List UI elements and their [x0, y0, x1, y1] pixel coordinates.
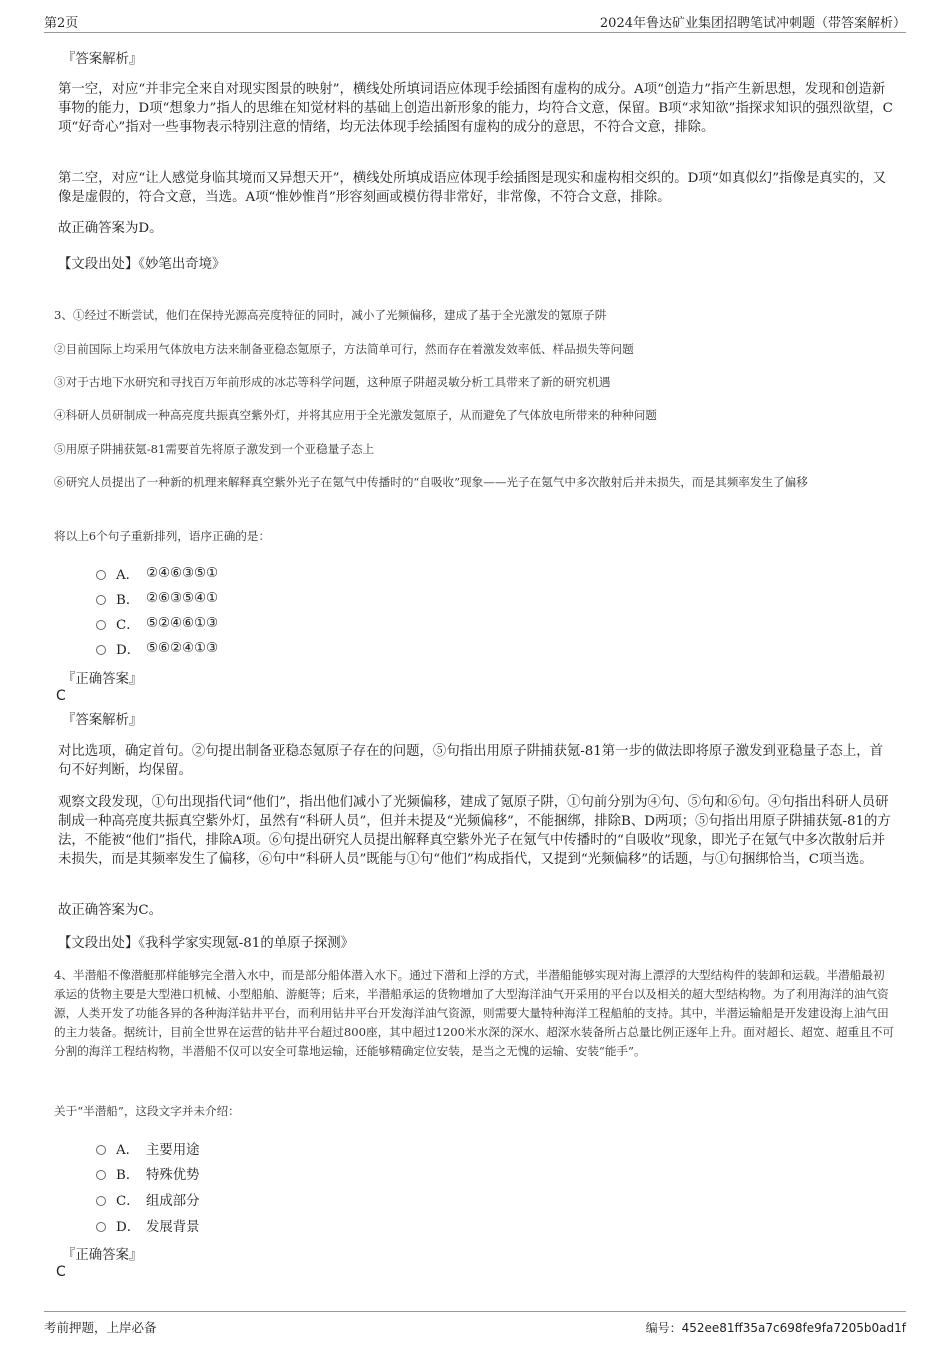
q3-analysis-para2: 观察文段发现，①句出现指代词“他们”，指出他们减小了光频偏移，建成了氪原子阱，①句前分别为④句、⑤句和⑥句。④句指出科研人员研制成一种高亮度共振真空紫外灯，虽然有“科研人员”，但并未提及“光频偏移”，不能捆绑，排除B、D两项；⑤句指出用原子阱捕获氪-81的方法，不能被“他们”指代，排除A项。⑥句提出研究人员提出解释真空紫外光子在氪气中传播时的“自吸收”现象，即光子在氪气中多次散射后并未损失，而是其频率发生了偏移，⑥句中“科研人员”既能与①句“他们”构成指代，又提到“光频偏移”的话题，与①句捆绑恰当，C项当选。 [58, 795, 891, 867]
q3-source: 【文段出处】《我科学家实现氪-81的单原子探测》 [58, 936, 355, 951]
q3-sentence-3: ③对于古地下水研究和寻找百万年前形成的冰芯等科学问题，这种原子阱超灵敏分析工具带来了新的研究机遇 [54, 375, 611, 389]
radio-icon[interactable] [96, 595, 106, 605]
q4-option-d[interactable]: D． 发展背景 [96, 1215, 200, 1235]
radio-icon[interactable] [96, 570, 106, 580]
q4-answer-label: 『正确答案』 [62, 1248, 143, 1263]
q3-prompt: 将以上6个句子重新排列，语序正确的是： [54, 529, 271, 543]
q3-analysis-label: 『答案解析』 [62, 713, 143, 728]
q3-option-b[interactable]: B． ②⑥③⑤④① [96, 588, 218, 608]
document-title: 2024年鲁达矿业集团招聘笔试冲刺题（带答案解析） [599, 15, 906, 31]
q2-conclusion: 故正确答案为D。 [58, 221, 163, 236]
q2-analysis-para1: 第一空，对应“并非完全来自对现实图景的映射”，横线处所填词语应体现手绘插图有虚构的成分。A项“创造力”指产生新思想，发现和创造新事物的能力，D项“想象力”指人的思维在知觉材料的基础上创造出新形象的能力，均符合文意，保留。B项“求知欲”指探求知识的强烈欲望，C项“好奇心”指对一些事物表示特别注意的情绪，均无法体现手绘插图有虚构的成分的意思，不符合文意，排除。 [58, 82, 893, 135]
radio-icon[interactable] [96, 1170, 106, 1180]
q2-analysis-para2: 第二空，对应“让人感觉身临其境而又异想天开”，横线处所填成语应体现手绘插图是现实和虚构相交织的。D项“如真似幻”指像是真实的，又像是虚假的，符合文意，当选。A项“惟妙惟肖”形容刻画或模仿得非常好，非常像，不符合文意，排除。 [58, 171, 887, 205]
radio-icon[interactable] [96, 620, 106, 630]
q4-answer: C [56, 1264, 66, 1280]
q4-option-a[interactable]: A． 主要用途 [96, 1138, 200, 1158]
q2-source: 【文段出处】《妙笔出奇境》 [58, 257, 226, 272]
q4-passage: 4、半潜船不像潜艇那样能够完全潜入水中，而是部分船体潜入水下。通过下潜和上浮的方式，半潜船能够实现对海上漂浮的大型结构件的装卸和运载。半潜船最初承运的货物主要是大型港口机械、小型船舶、游艇等；后来，半潜船承运的货物增加了大型海洋油气开采用的平台以及相关的超大型结构物。为了利用海洋的油气资源，人类开发了功能各异的各种海洋钻井平台，而利用钻井平台开发海洋油气资源，则需要大量特种海洋工程船舶的支持。其中，半潜运输船是开发建设海上油气田的主力装备。据统计，目前全世界在运营的钻井平台超过800座，其中超过1200米水深的深水、超深水装备所占总量比例正逐年上升。面对超长、超宽、超重且不可分割的海洋工程结构物，半潜船不仅可以安全可靠地运输，还能够精确定位安装，是当之无愧的运输、安装“能手”。 [54, 968, 895, 1058]
q3-sentence-4: ④科研人员研制成一种高亮度共振真空紫外灯，并将其应用于全光激发氪原子，从而避免了气体放电所带来的种种问题 [54, 408, 657, 422]
footer-serial: 编号：452ee81ff35a7c698fe9fa7205b0ad1f [645, 1321, 906, 1335]
q3-answer: C [56, 688, 66, 704]
radio-icon[interactable] [96, 1222, 106, 1232]
q2-analysis-label: 『答案解析』 [62, 52, 143, 67]
q3-option-d[interactable]: D． ⑤⑥②④①③ [96, 638, 218, 658]
q3-sentence-5: ⑤用原子阱捕获氪-81需要首先将原子激发到一个亚稳量子态上 [54, 442, 375, 456]
page-footer [44, 1311, 906, 1336]
radio-icon[interactable] [96, 1145, 106, 1155]
q3-answer-label: 『正确答案』 [62, 672, 143, 687]
q3-sentence-6: ⑥研究人员提出了一种新的机理来解释真空紫外光子在氪气中传播时的“自吸收”现象——光子在氪气中多次散射后并未损失，而是其频率发生了偏移 [54, 475, 808, 489]
page-number: 第2页 [44, 15, 79, 31]
q4-option-b[interactable]: B． 特殊优势 [96, 1163, 200, 1183]
q3-option-a[interactable]: A． ②④⑥③⑤① [96, 563, 218, 583]
q3-option-c[interactable]: C． ⑤②④⑥①③ [96, 613, 218, 633]
radio-icon[interactable] [96, 1196, 106, 1206]
q3-conclusion: 故正确答案为C。 [58, 903, 162, 918]
q3-sentence-1: 3、①经过不断尝试，他们在保持光源高亮度特征的同时，减小了光频偏移，建成了基于全光激发的氪原子阱 [54, 308, 607, 322]
q4-option-c[interactable]: C． 组成部分 [96, 1189, 200, 1209]
q3-sentence-2: ②目前国际上均采用气体放电方法来制备亚稳态氪原子，方法简单可行，然而存在着激发效率低、样品损失等问题 [54, 342, 634, 356]
radio-icon[interactable] [96, 645, 106, 655]
q3-analysis-para1: 对比选项，确定首句。②句提出制备亚稳态氪原子存在的问题，⑤句指出用原子阱捕获氪-81第一步的做法即将原子激发到亚稳量子态上，首句不好判断，均保留。 [58, 744, 883, 778]
footer-slogan: 考前押题，上岸必备 [44, 1320, 157, 1335]
page-header [44, 10, 906, 33]
q4-prompt: 关于“半潜船”，这段文字并未介绍： [54, 1104, 240, 1118]
